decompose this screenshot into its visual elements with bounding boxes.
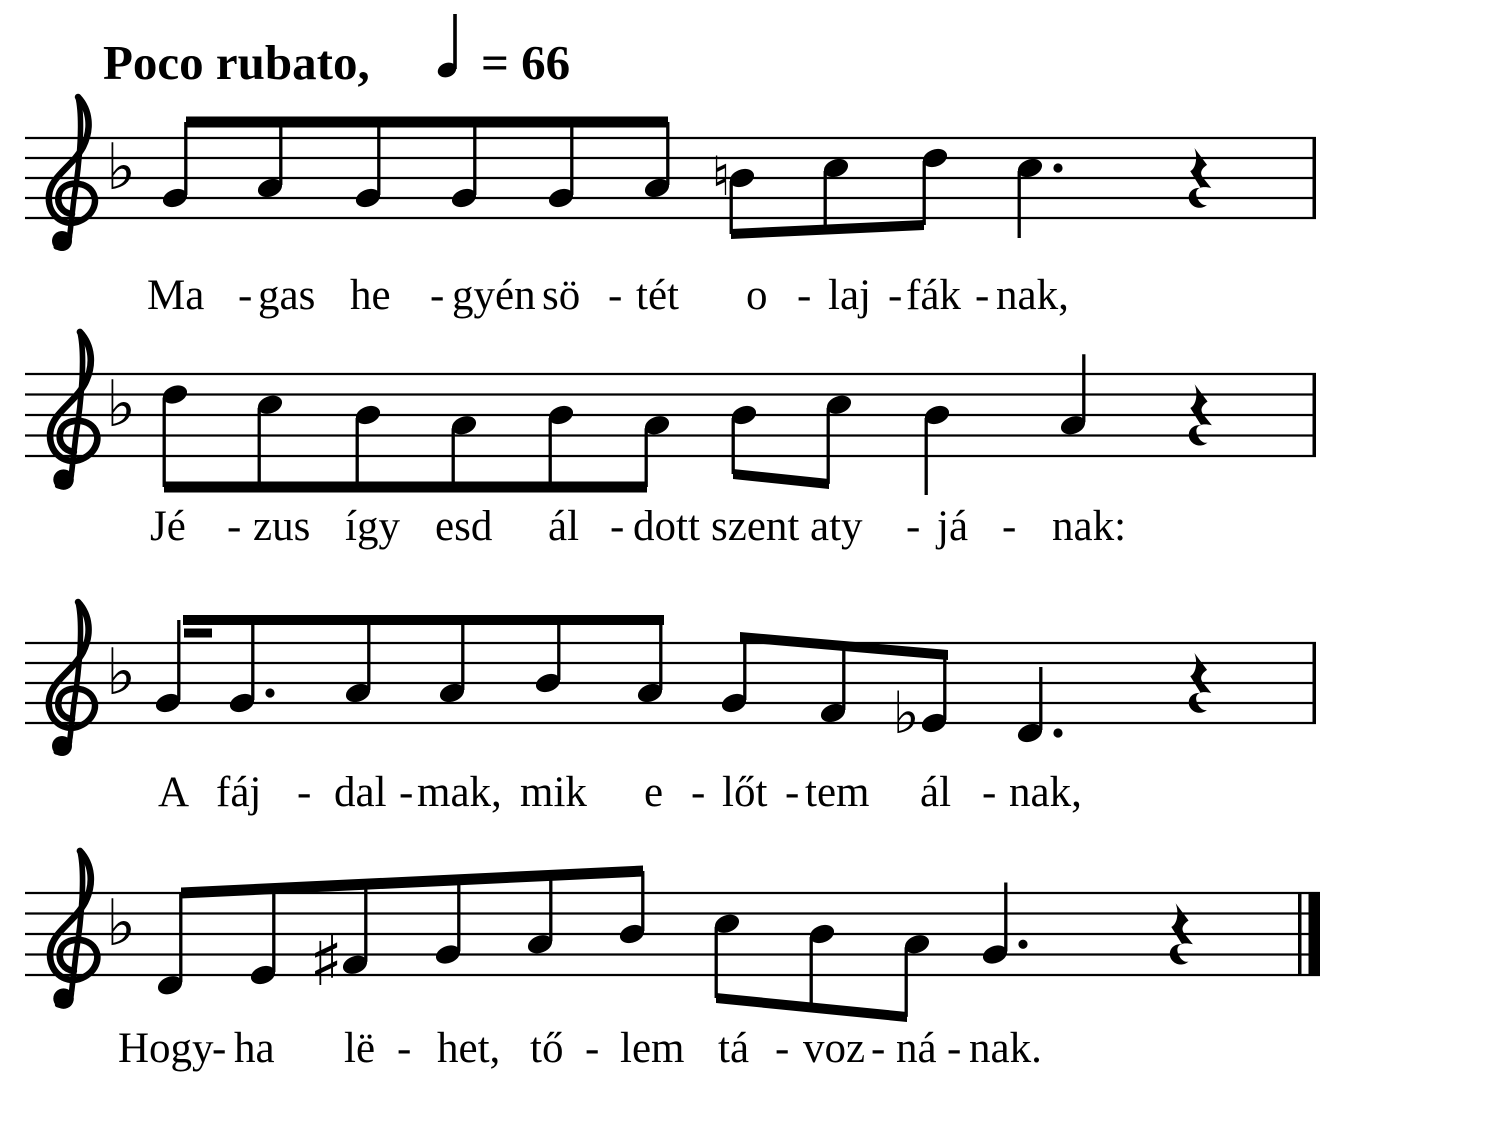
lyric-syllable: dal bbox=[334, 769, 387, 816]
lyric-hyphen: - bbox=[399, 769, 414, 816]
metronome-note-icon bbox=[436, 14, 459, 80]
key-signature-flat-icon: ♭ bbox=[106, 368, 137, 442]
treble-clef-icon bbox=[49, 97, 95, 251]
beam bbox=[183, 615, 664, 625]
lyric-syllable: ál bbox=[548, 503, 580, 550]
lyric-syllable: ál bbox=[920, 769, 952, 816]
staff-system-3 bbox=[25, 602, 1316, 816]
lyric-syllable: laj bbox=[828, 272, 871, 319]
lyric-syllable: het, bbox=[437, 1025, 501, 1072]
score-content bbox=[25, 97, 1320, 1072]
beam bbox=[731, 220, 924, 239]
lyric-syllable: lőt bbox=[722, 769, 768, 816]
lyric-syllable: fák bbox=[906, 272, 961, 319]
lyric-syllable: így bbox=[345, 503, 400, 550]
lyric-hyphen: - bbox=[975, 272, 990, 319]
lyric-hyphen: - bbox=[610, 503, 625, 550]
lyric-syllable: tő bbox=[530, 1025, 564, 1072]
lyric-hyphen: - bbox=[297, 769, 312, 816]
lyric-syllable: Hogy bbox=[118, 1025, 214, 1072]
lyric-hyphen: - bbox=[227, 503, 242, 550]
clef-blob bbox=[53, 469, 73, 490]
lyric-syllable: tem bbox=[805, 769, 870, 816]
treble-clef-icon bbox=[50, 332, 97, 490]
augmentation-dot bbox=[265, 688, 274, 697]
lyric-syllable: A bbox=[158, 769, 190, 816]
lyric-syllable: e bbox=[644, 769, 664, 816]
lyric-syllable: szent bbox=[711, 503, 800, 550]
lyric-hyphen: - bbox=[397, 1025, 412, 1072]
staff-system-4 bbox=[25, 851, 1320, 1072]
beam bbox=[186, 117, 668, 128]
accidental-sharp-icon: ♯ bbox=[309, 919, 343, 1002]
lyric-syllable: tét bbox=[636, 272, 679, 319]
lyric-hyphen: - bbox=[212, 1025, 227, 1072]
lyric-syllable: nak, bbox=[1009, 769, 1082, 816]
end-barline bbox=[1313, 642, 1317, 724]
lyric-syllable: mik bbox=[520, 769, 587, 816]
staff-system-1 bbox=[25, 97, 1316, 319]
lyric-syllable: tá bbox=[718, 1025, 750, 1072]
lyric-hyphen: - bbox=[797, 272, 812, 319]
end-barline bbox=[1313, 137, 1317, 219]
key-signature-flat-icon: ♭ bbox=[106, 636, 137, 710]
lyric-syllable: nak: bbox=[1052, 503, 1127, 550]
lyric-syllable: ná bbox=[896, 1025, 937, 1072]
lyric-syllable: gyén bbox=[452, 272, 536, 319]
lyric-hyphen: - bbox=[430, 272, 445, 319]
tempo-text: Poco rubato, bbox=[103, 35, 370, 90]
beam bbox=[164, 482, 647, 493]
lyric-syllable: fáj bbox=[216, 769, 262, 816]
lyric-hyphen: - bbox=[608, 272, 623, 319]
augmentation-dot bbox=[1053, 728, 1062, 737]
lyric-syllable: lem bbox=[620, 1025, 685, 1072]
lyric-syllable: nak. bbox=[969, 1025, 1042, 1072]
lyric-syllable: gas bbox=[258, 272, 316, 319]
lyric-syllable: mak, bbox=[417, 769, 502, 816]
staff-system-2 bbox=[25, 332, 1316, 550]
lyric-syllable: lë bbox=[344, 1025, 376, 1072]
clef-blob bbox=[52, 736, 72, 756]
lyric-syllable: Ma bbox=[147, 272, 205, 319]
lyric-syllable: sö bbox=[542, 272, 581, 319]
lyric-syllable: o bbox=[746, 272, 768, 319]
clef-blob bbox=[53, 988, 73, 1009]
lyric-syllable: voz bbox=[803, 1025, 866, 1072]
lyric-hyphen: - bbox=[871, 1025, 886, 1072]
lyric-syllable: Jé bbox=[150, 503, 186, 550]
final-barline-thick bbox=[1309, 892, 1321, 976]
lyric-hyphen: - bbox=[585, 1025, 600, 1072]
final-barline-thin bbox=[1298, 892, 1302, 976]
lyric-syllable: ha bbox=[234, 1025, 275, 1072]
lyric-syllable: he bbox=[350, 272, 391, 319]
lyric-hyphen: - bbox=[1002, 503, 1017, 550]
treble-clef-icon bbox=[49, 602, 95, 756]
lyric-hyphen: - bbox=[982, 769, 997, 816]
accidental-natural-icon: ♮ bbox=[711, 145, 731, 208]
treble-clef-icon bbox=[50, 851, 97, 1009]
lyric-syllable: nak, bbox=[996, 272, 1069, 319]
key-signature-flat-icon: ♭ bbox=[106, 131, 137, 205]
lyric-hyphen: - bbox=[947, 1025, 962, 1072]
key-signature-flat-icon: ♭ bbox=[106, 887, 137, 961]
lyric-hyphen: - bbox=[691, 769, 706, 816]
lyric-syllable: já bbox=[937, 503, 969, 550]
lyric-syllable: aty bbox=[810, 503, 863, 550]
beam bbox=[733, 469, 829, 489]
lyric-syllable: zus bbox=[253, 503, 311, 550]
augmentation-dot bbox=[1053, 163, 1062, 172]
lyric-syllable: esd bbox=[435, 503, 493, 550]
tempo-bpm: = 66 bbox=[481, 35, 571, 90]
lyric-syllable: dott bbox=[633, 503, 700, 550]
lyric-hyphen: - bbox=[906, 503, 921, 550]
accidental-flat-icon: ♭ bbox=[892, 679, 920, 747]
lyric-hyphen: - bbox=[775, 1025, 790, 1072]
lyric-hyphen: - bbox=[785, 769, 800, 816]
lyric-hyphen: - bbox=[888, 272, 903, 319]
clef-blob bbox=[52, 231, 72, 251]
beam bbox=[184, 629, 212, 638]
augmentation-dot bbox=[1018, 940, 1027, 949]
lyric-hyphen: - bbox=[238, 272, 253, 319]
end-barline bbox=[1313, 373, 1317, 457]
